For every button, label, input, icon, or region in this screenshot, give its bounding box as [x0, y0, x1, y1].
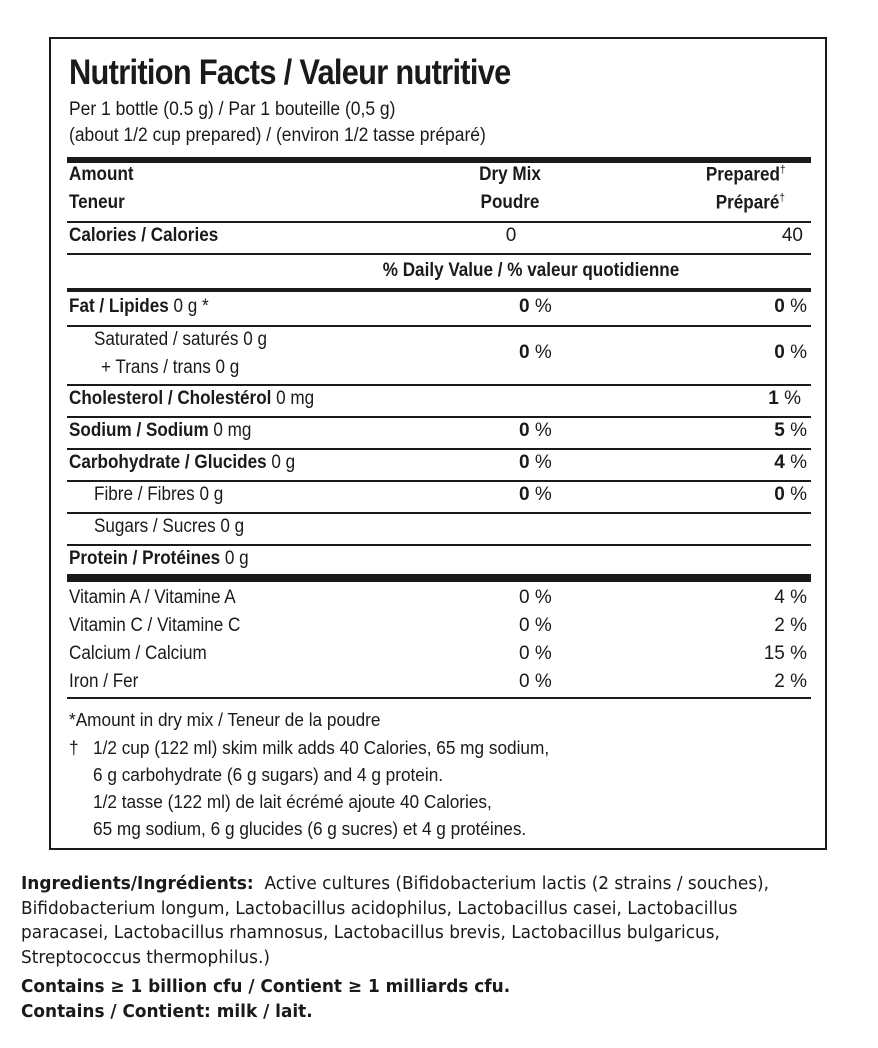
vitamin-c-dry: 0 %	[519, 615, 552, 636]
sodium-prepared-dv: 5 %	[774, 420, 807, 441]
serving-size-line-2: (about 1/2 cup prepared) / (environ 1/2 tasse préparé)	[69, 125, 486, 146]
fat-dry-dv: 0 %	[519, 296, 552, 317]
calcium-label: Calcium / Calcium	[69, 643, 207, 664]
nutrition-facts-panel	[49, 37, 827, 850]
divider	[67, 697, 811, 699]
calcium-prepared: 15 %	[763, 643, 807, 664]
thick-divider-top	[67, 157, 811, 163]
nutrient-trans-label: + Trans / trans 0 g	[101, 357, 240, 378]
footnote-dagger-line-1: 1/2 cup (122 ml) skim milk adds 40 Calories, 65 mg sodium,	[93, 737, 550, 758]
carbohydrate-prepared-dv: 4 %	[774, 452, 807, 473]
cholesterol-prepared-dv: 1 %	[768, 388, 801, 409]
amount-header-fr: Teneur	[69, 192, 125, 213]
contains-cfu: Contains ≥ 1 billion cfu / Contient ≥ 1 milliards cfu.	[21, 976, 511, 997]
fibre-dry-dv: 0 %	[519, 484, 552, 505]
ingredients-block	[21, 872, 811, 970]
dry-mix-header-fr: Poudre	[480, 192, 540, 213]
divider	[67, 544, 811, 546]
divider	[67, 480, 811, 482]
nutrient-sugars-label: Sugars / Sucres 0 g	[94, 516, 245, 537]
saturated-dry-dv: 0 %	[519, 342, 552, 363]
vitamin-a-prepared: 4 %	[774, 587, 807, 608]
fibre-prepared-dv: 0 %	[774, 484, 807, 505]
amount-header-en: Amount	[69, 164, 134, 185]
carbohydrate-dry-dv: 0 %	[519, 452, 552, 473]
footnote-dagger-symbol: †	[69, 737, 79, 758]
dagger-mark: †	[779, 192, 785, 204]
nutrition-title: Nutrition Facts / Valeur nutritive	[69, 53, 511, 92]
ingredients-text: Active cultures (Bifidobacterium lactis (2 strains / souches), Bifidobacterium longum, Lactobacillus acidophilus, Lactobacillus casei, Lactobacillus paracasei, Lactobacillus rhamnosus, Lactobacillus brevis, Lactobacillus bulgaricus, Streptococcus thermophilus.)	[21, 873, 770, 968]
calories-prepared-value: 40	[781, 225, 803, 246]
vitamin-a-dry: 0 %	[519, 587, 552, 608]
prepared-header-en: Prepared†	[705, 164, 785, 186]
medium-divider	[67, 288, 811, 292]
thick-divider-vitamins	[67, 574, 811, 582]
dagger-mark: †	[779, 164, 785, 176]
vitamin-a-label: Vitamin A / Vitamine A	[69, 587, 236, 608]
calcium-dry: 0 %	[519, 643, 552, 664]
nutrient-fat-label: Fat / Lipides 0 g *	[69, 296, 209, 317]
prepared-header-fr: Préparé†	[715, 192, 785, 214]
iron-dry: 0 %	[519, 671, 552, 692]
divider	[67, 221, 811, 223]
iron-label: Iron / Fer	[69, 671, 139, 692]
saturated-prepared-dv: 0 %	[774, 342, 807, 363]
calories-dry-value: 0	[505, 225, 517, 246]
nutrient-fibre-label: Fibre / Fibres 0 g	[94, 484, 224, 505]
dry-mix-header-en: Dry Mix	[479, 164, 541, 185]
divider	[67, 512, 811, 514]
divider	[67, 384, 811, 386]
nutrient-sodium-label: Sodium / Sodium 0 mg	[69, 420, 252, 441]
footnote-dagger-line-4: 65 mg sodium, 6 g glucides (6 g sucres) et 4 g protéines.	[93, 818, 527, 839]
serving-size-line-1: Per 1 bottle (0.5 g) / Par 1 bouteille (0,5 g)	[69, 99, 396, 120]
footnote-dry-mix: *Amount in dry mix / Teneur de la poudre	[69, 709, 381, 730]
nutrient-saturated-label: Saturated / saturés 0 g	[94, 329, 268, 350]
nutrient-cholesterol-label: Cholesterol / Cholestérol 0 mg	[69, 388, 315, 409]
divider	[67, 448, 811, 450]
nutrient-carbohydrate-label: Carbohydrate / Glucides 0 g	[69, 452, 296, 473]
fat-prepared-dv: 0 %	[774, 296, 807, 317]
vitamin-c-prepared: 2 %	[774, 615, 807, 636]
footnote-dagger-line-3: 1/2 tasse (122 ml) de lait écrémé ajoute 40 Calories,	[93, 791, 492, 812]
ingredients-label: Ingredients/Ingrédients:	[21, 873, 254, 894]
daily-value-heading: % Daily Value / % valeur quotidienne	[382, 260, 680, 281]
divider	[67, 253, 811, 255]
nutrient-protein-label: Protein / Protéines 0 g	[69, 548, 249, 569]
contains-allergen: Contains / Contient: milk / lait.	[21, 1001, 313, 1022]
iron-prepared: 2 %	[774, 671, 807, 692]
footnote-dagger-line-2: 6 g carbohydrate (6 g sugars) and 4 g protein.	[93, 764, 444, 785]
calories-label: Calories / Calories	[69, 225, 219, 246]
vitamin-c-label: Vitamin C / Vitamine C	[69, 615, 241, 636]
sodium-dry-dv: 0 %	[519, 420, 552, 441]
divider	[67, 416, 811, 418]
divider	[67, 325, 811, 327]
